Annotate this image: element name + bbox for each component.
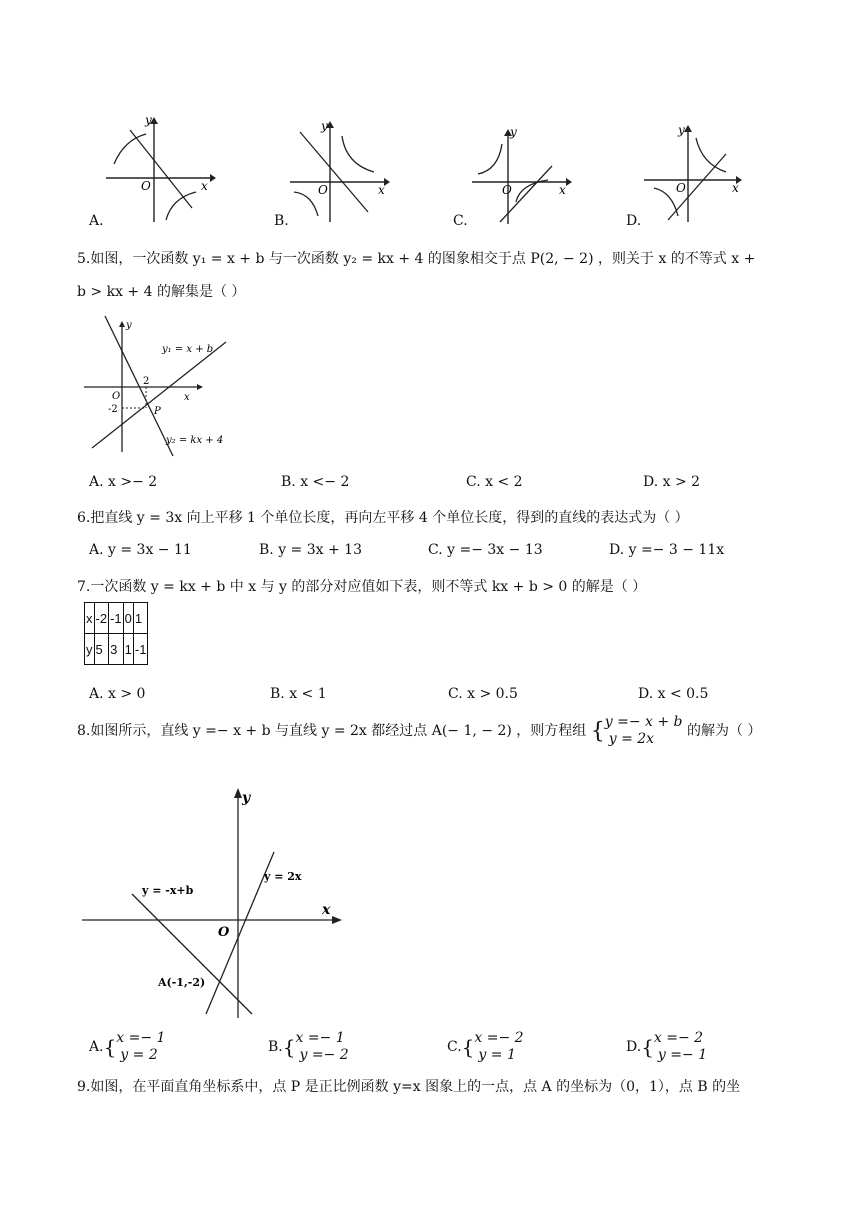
q4-option-b: B. — [274, 213, 289, 229]
q8-system: y =− x + b y = 2x — [604, 714, 683, 747]
svg-text:x: x — [378, 183, 385, 197]
q8-figure — [80, 782, 370, 1020]
svg-text:y₁ = x + b: y₁ = x + b — [162, 344, 214, 355]
q4-option-a: A. — [89, 213, 104, 229]
q4-option-d: D. — [626, 213, 642, 229]
q6-option-a: A. y = 3x − 11 — [89, 542, 192, 558]
svg-text:O: O — [318, 183, 328, 197]
table-cell: -2 — [94, 603, 109, 634]
svg-text:x: x — [732, 181, 739, 195]
svg-text:x: x — [559, 183, 566, 197]
q4-option-c: C. — [453, 213, 468, 229]
q6-option-c: C. y =− 3x − 13 — [428, 542, 543, 558]
svg-text:O: O — [676, 181, 686, 195]
table-cell: 0 — [123, 603, 133, 634]
q8-stem-prefix: 8.如图所示，直线 y =− x + b 与直线 y = 2x 都经过点 A(− 1, − 2) ，则方程组 — [77, 723, 587, 739]
svg-text:x: x — [322, 902, 331, 918]
table-row — [85, 603, 148, 634]
svg-text:x: x — [184, 392, 190, 403]
q5-option-d: D. x > 2 — [643, 474, 701, 490]
table-cell: 5 — [94, 634, 109, 665]
q8-option-d: D.{x =− 2 y =− 1 — [626, 1030, 708, 1063]
brace: { — [282, 1035, 296, 1059]
svg-text:x: x — [201, 179, 208, 193]
svg-text:y: y — [242, 790, 251, 806]
q5-option-a: A. x >− 2 — [89, 474, 158, 490]
q4-graph-c — [468, 122, 578, 226]
svg-text:P: P — [154, 406, 161, 417]
table-cell: x — [85, 603, 95, 634]
q8-option-a: A.{x =− 1 y = 2 — [89, 1030, 166, 1063]
q7-option-c: C. x > 0.5 — [448, 686, 518, 702]
q7-option-b: B. x < 1 — [270, 686, 327, 702]
table-cell: -1 — [109, 603, 124, 634]
q8-option-c: C.{x =− 2 y = 1 — [447, 1030, 524, 1063]
brace: { — [103, 1035, 117, 1059]
svg-text:O: O — [112, 391, 121, 402]
q7-value-table — [84, 602, 148, 665]
q5-option-b: B. x <− 2 — [281, 474, 350, 490]
q7-option-a: A. x > 0 — [89, 686, 146, 702]
q8-option-b: B.{x =− 1 y =− 2 — [268, 1030, 349, 1063]
table-cell: 3 — [109, 634, 124, 665]
q5-stem-line2: b > kx + 4 的解集是（ ） — [77, 284, 246, 300]
svg-text:O: O — [218, 925, 230, 940]
svg-text:y: y — [145, 113, 152, 127]
table-cell: y — [85, 634, 95, 665]
q5-figure — [80, 312, 260, 458]
table-cell: -1 — [133, 634, 148, 665]
svg-text:O: O — [141, 179, 151, 193]
brace: { — [641, 1035, 654, 1059]
q5-option-c: C. x < 2 — [466, 474, 523, 490]
svg-text:O: O — [502, 183, 512, 197]
svg-text:A(-1,-2): A(-1,-2) — [158, 976, 206, 989]
q4-graph-a — [100, 112, 220, 224]
q8-stem — [77, 714, 761, 748]
brace: { — [590, 718, 605, 744]
svg-text:y: y — [126, 320, 132, 331]
q7-stem: 7.一次函数 y = kx + b 中 x 与 y 的部分对应值如下表，则不等式 kx + b > 0 的解是（ ） — [77, 579, 647, 595]
q7-option-d: D. x < 0.5 — [638, 686, 709, 702]
q6-option-b: B. y = 3x + 13 — [259, 542, 362, 558]
svg-text:y = -x+b: y = -x+b — [142, 884, 194, 897]
q6-option-d: D. y =− 3 − 11x — [609, 542, 725, 558]
svg-text:-2: -2 — [108, 404, 118, 415]
svg-text:y₂ = kx + 4: y₂ = kx + 4 — [166, 435, 224, 446]
svg-text:y: y — [510, 125, 517, 139]
table-cell: 1 — [123, 634, 133, 665]
q4-graph-b — [286, 112, 396, 224]
svg-text:2: 2 — [143, 376, 150, 387]
q8-stem-suffix: 的解为（ ） — [686, 723, 762, 739]
svg-text:y = 2x: y = 2x — [264, 870, 302, 883]
table-cell: 1 — [133, 603, 148, 634]
q6-stem: 6.把直线 y = 3x 向上平移 1 个单位长度，再向左平移 4 个单位长度，得到的直线的表达式为（ ） — [77, 510, 689, 526]
brace: { — [461, 1035, 475, 1059]
q5-stem-line1: 5.如图，一次函数 y₁ = x + b 与一次函数 y₂ = kx + 4 的图象相交于点 P(2, − 2) ，则关于 x 的不等式 x + — [77, 251, 756, 267]
q4-graph-d — [640, 118, 750, 224]
table-row — [85, 634, 148, 665]
svg-text:y: y — [678, 123, 685, 137]
svg-text:y: y — [321, 119, 328, 133]
q9-stem: 9.如图，在平面直角坐标系中，点 P 是正比例函数 y=x 图象上的一点，点 A 的坐标为（0，1），点 B 的坐 — [77, 1079, 741, 1095]
